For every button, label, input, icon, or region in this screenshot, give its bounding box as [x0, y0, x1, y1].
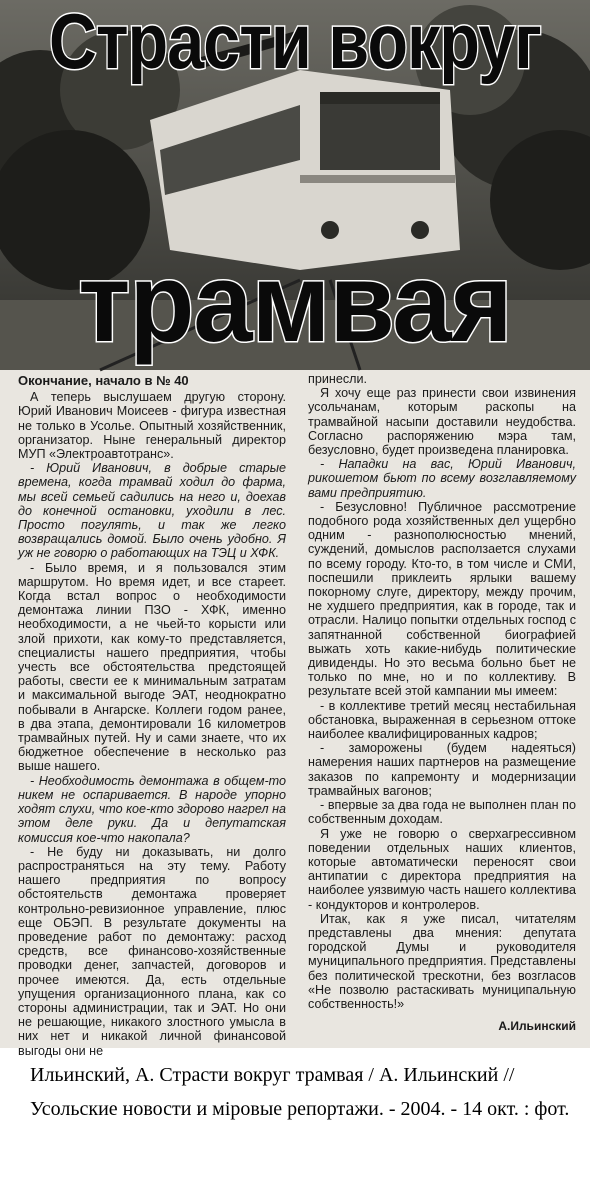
article-column-left: [18, 372, 286, 1058]
article-columns: [18, 372, 578, 1058]
headline-line-2: трамвая: [78, 240, 512, 365]
article-paragraph: - заморожены (будем надеяться) намерения наших партнеров на размещение заказов по капремонту и модернизации трамвайных вагонов;: [308, 741, 576, 798]
bibliographic-citation: Ильинский, А. Страсти вокруг трамвая / А. Ильинский // Усольские новости и міровые репортажи. - 2004. - 14 окт. : фот.: [30, 1064, 570, 1120]
article-paragraph: принесли.: [308, 372, 367, 386]
article-paragraph: Итак, как я уже писал, читателям представлены два мнения: депутата городской Думы и руководителя муниципального предприятия. Представлены без политической трескотни, без возгласов «Не позволю растаскивать муниципальную собственность!»: [308, 911, 576, 1011]
article-column-right: [308, 372, 576, 1033]
article-author: А.Ильинский: [498, 1019, 576, 1034]
article-paragraph: - Необходимость демонтажа в общем-то никем не оспаривается. В народе упорно ходят слухи, что кое-кто здорово нагрел на этом деле руки. Да и депутатская комиссия кое-что накопала?: [18, 773, 286, 845]
article-paragraph: - Не буду ни доказывать, ни долго распространяться на эту тему. Работу нашего предприятия по вопросу обстоятельств демонтажа проверяет контрольно-ревизионное управление, плюс еще ОБЭП. В результате документы на проведение работ по демонтажу: расход средств, все финансово-хозяйственные проводки денег, запчастей, договоров и прочее имеются. Да, есть отдельные упущения организационного плана, как со стороны администрации, так и ЭАТ. Но они не решающие, никакого злостного умысла в них нет и никакой личной финансовой выгоды они не: [18, 844, 286, 1058]
headline-line-1: Страсти вокруг: [48, 0, 542, 85]
article-paragraph: - Было время, и я пользовался этим маршрутом. Но время идет, и все стареет. Когда встал вопрос о необходимости демонтажа линии ПЗО - ХФК, именно необходимости, а не чьей-то корысти или злой прихоти, как кому-то представляется, специалисты нашего предприятия, чтобы учесть все обстоятельства предстоящей работы, свести ее к минимальным затратам и максимальной выгоде ЭАТ, неоднократно побывали в Ангарске. Коллеги годом ранее, в два этапа, демонтировали 16 километров трамвайных путей. Ну и сами знаете, что их бюджетное обеспечение в несколько раз выше нашего.: [18, 560, 286, 774]
article-paragraph: - Юрий Иванович, в добрые старые времена, когда трамвай ходил до фарма, мы всей семьей садились на него и, доехав до конечной остановки, уходили в лес. Просто погулять, и так же легко возвращались домой. Было очень удобно. Я уж не говорю о работающих на ТЭЦ и ХФК.: [18, 461, 286, 561]
article-paragraph: - впервые за два года не выполнен план по собственным доходам.: [308, 798, 576, 827]
article-paragraph: Я уже не говорю о сверхагрессивном поведении отдельных наших клиентов, которые автоматически переносят свои антипатии с директора предприятия на наиболее уязвимую часть нашего коллектива - кондукторов и контролеров.: [308, 826, 576, 912]
article-paragraph: - в коллективе третий месяц нестабильная обстановка, выраженная в серьезном оттоке наиболее квалифицированных кадров;: [308, 698, 576, 742]
article-paragraph: - Нападки на вас, Юрий Иванович, рикошетом бьют по всему возглавляемому вами предприятию.: [308, 457, 576, 500]
article-paragraph: Я хочу еще раз принести свои извинения усольчанам, которым раскопы на трамвайной насыпи доставили неудобства. Согласно распоряжению мэра там, безусловно, будет произведена планировка.: [308, 386, 576, 458]
tram-photo: [0, 0, 590, 370]
article-lead: Окончание, начало в № 40: [18, 373, 189, 388]
article-paragraph: А теперь выслушаем другую сторону. Юрий Иванович Моисеев - фигура известная не только в Усолье. Опытный хозяйственник, организатор. Ныне генеральный директор МУП «Электроавтотранс».: [18, 390, 286, 462]
article-paragraph: - Безусловно! Публичное рассмотрение подобного рода хозяйственных дел ущербно одним - разнополюсностью мнений, суждений, домыслов расползается слухами по всему городу. Кто-то, в том числе и СМИ, поспешили приклеить ярлыки вашему покорному слуге, директору, между прочим, не худшего предприятия, как в городе, так и отрасли. Налицо попытки отдельных господ с запятнанной собственной биографией выжать хоть какие-нибудь политические дивиденды. Но это весьма больно бьет не только по мне, но и по коллективу. В результате всей этой кампании мы имеем:: [308, 499, 576, 699]
